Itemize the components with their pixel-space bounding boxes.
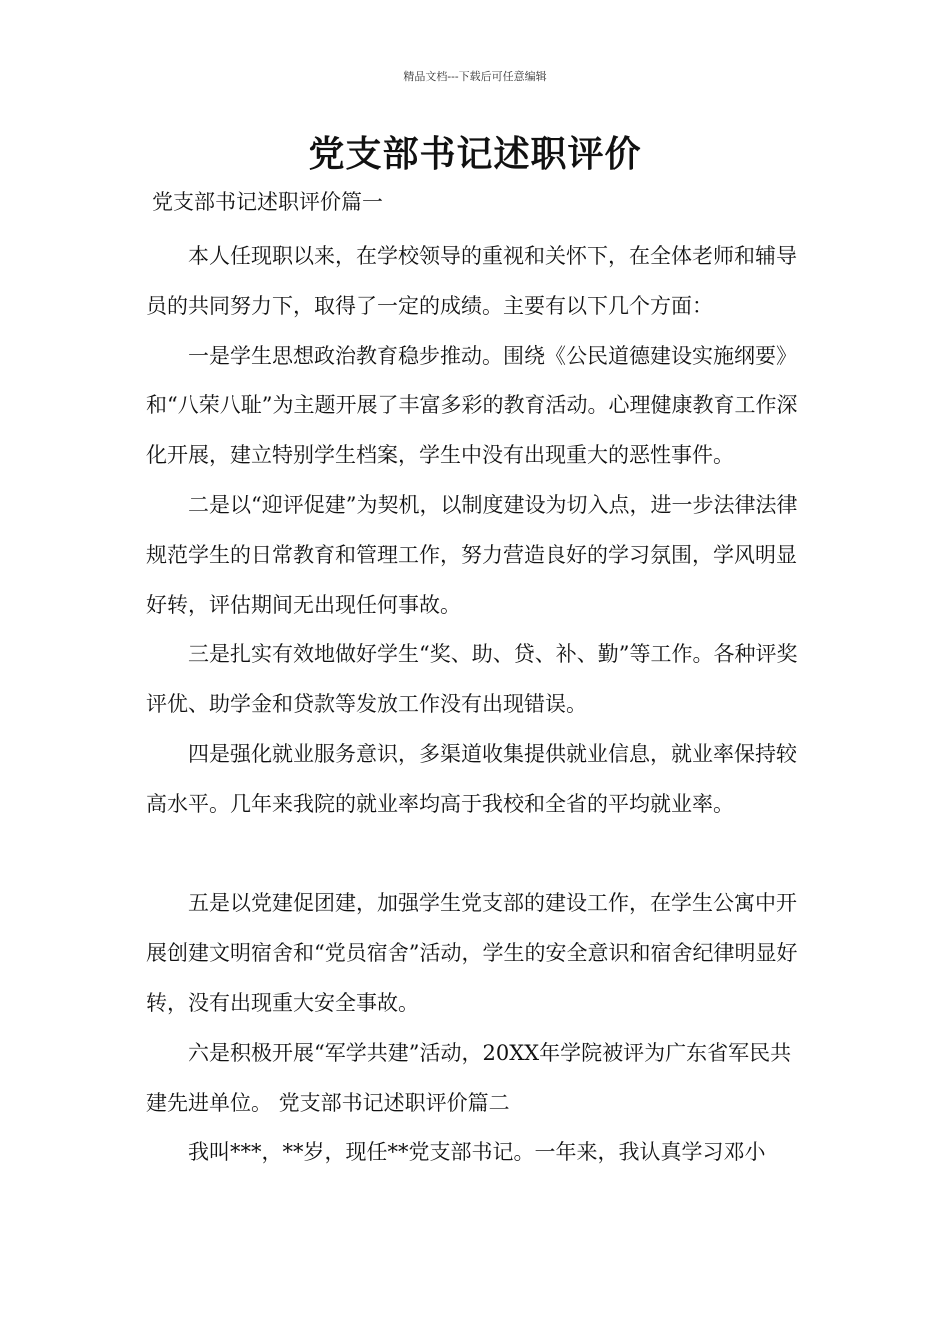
paragraph-point-6: 六是积极开展“军学共建”活动，20XX年学院被评为广东省军民共建先进单位。 党支部书记述职评价篇二 — [146, 1040, 792, 1115]
section-subtitle: 党支部书记述职评价篇一 — [152, 190, 383, 214]
document-title: 党支部书记述职评价 — [308, 134, 642, 175]
paragraph-section-2-start: 我叫***，**岁，现任**党支部书记。一年来，我认真学习邓小 — [188, 1140, 766, 1165]
header-note: 精品文档---下载后可任意编辑 — [403, 70, 547, 83]
paragraph-point-3: 三是扎实有效地做好学生“奖、助、贷、补、勤”等工作。各种评奖评优、助学金和贷款等发放工作没有出现错误。 — [146, 642, 798, 717]
paragraph-point-1: 一是学生思想政治教育稳步推动。围绕《公民道德建设实施纲要》和“八荣八耻”为主题开展了丰富多彩的教育活动。心理健康教育工作深化开展，建立特别学生档案，学生中没有出现重大的恶性事件。 — [146, 343, 798, 468]
paragraph-intro: 本人任现职以来，在学校领导的重视和关怀下，在全体老师和辅导员的共同努力下，取得了一定的成绩。主要有以下几个方面： — [146, 244, 797, 318]
document-body — [146, 232, 806, 1178]
paragraph-point-4: 四是强化就业服务意识，多渠道收集提供就业信息，就业率保持较高水平。几年来我院的就业率均高于我校和全省的平均就业率。 — [146, 741, 797, 816]
paragraph-point-2: 二是以“迎评促建”为契机，以制度建设为切入点，进一步法律法律规范学生的日常教育和管理工作，努力营造良好的学习氛围，学风明显好转，评估期间无出现任何事故。 — [146, 492, 798, 617]
blank-line — [146, 830, 806, 880]
paragraph-point-5: 五是以党建促团建，加强学生党支部的建设工作，在学生公寓中开展创建文明宿舍和“党员宿舍”活动，学生的安全意识和宿舍纪律明显好转，没有出现重大安全事故。 — [146, 891, 798, 1015]
